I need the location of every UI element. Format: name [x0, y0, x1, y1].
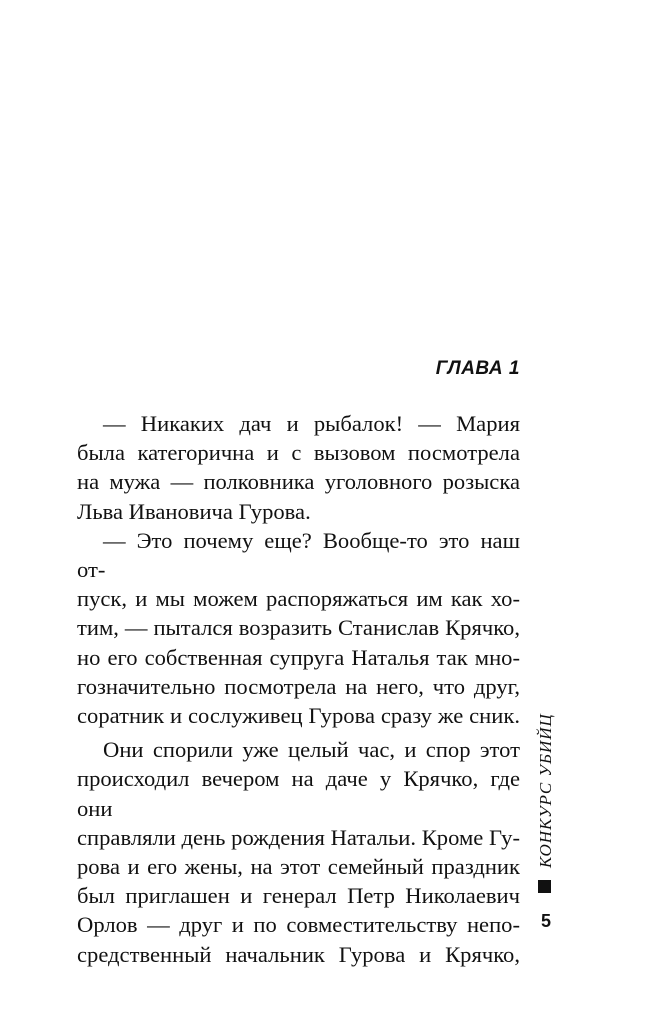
text-line: пуск, и мы можем распоряжаться им как хо- — [77, 586, 520, 612]
paragraph — [77, 735, 520, 969]
text-line: гозначительно посмотрела на него, что друг, — [77, 673, 520, 699]
text-line: средственный начальник Гурова и Крячко, — [77, 941, 520, 967]
square-marker-icon — [538, 880, 551, 893]
text-line: происходил вечером на даче у Крячко, где они — [77, 766, 520, 821]
text-line: тим, — пытался возразить Станислав Крячко, — [77, 615, 520, 641]
text-line: Орлов — друг и по совместительству непо- — [77, 912, 520, 938]
chapter-heading: ГЛАВА 1 — [435, 358, 520, 379]
paragraph — [77, 526, 520, 730]
text-line: — Это почему еще? Вообще-то это наш от- — [77, 527, 520, 583]
text-line: рова и его жены, на этот семейный праздник — [77, 854, 520, 880]
paragraph — [77, 409, 520, 526]
running-title: КОНКУРС УБИЙЦ — [536, 713, 555, 868]
text-line: был приглашен и генерал Петр Николаевич — [77, 883, 520, 909]
text-line: соратник и сослуживец Гурова сразу же сник. — [77, 703, 520, 729]
text-line: Льва Ивановича Гурова. — [77, 498, 311, 524]
text-line: но его собственная супруга Наталья так мно- — [77, 644, 520, 670]
text-line: — Никаких дач и рыбалок! — Мария — [103, 411, 520, 436]
text-line: справляли день рождения Натальи. Кроме Гу- — [77, 824, 520, 850]
text-line: Они спорили уже целый час, и спор этот — [103, 737, 520, 763]
page-number: 5 — [541, 911, 552, 931]
body-text — [77, 409, 520, 969]
text-line: на мужа — полковника уголовного розыска — [77, 469, 520, 495]
text-line: была категорична и с вызовом посмотрела — [77, 440, 520, 466]
